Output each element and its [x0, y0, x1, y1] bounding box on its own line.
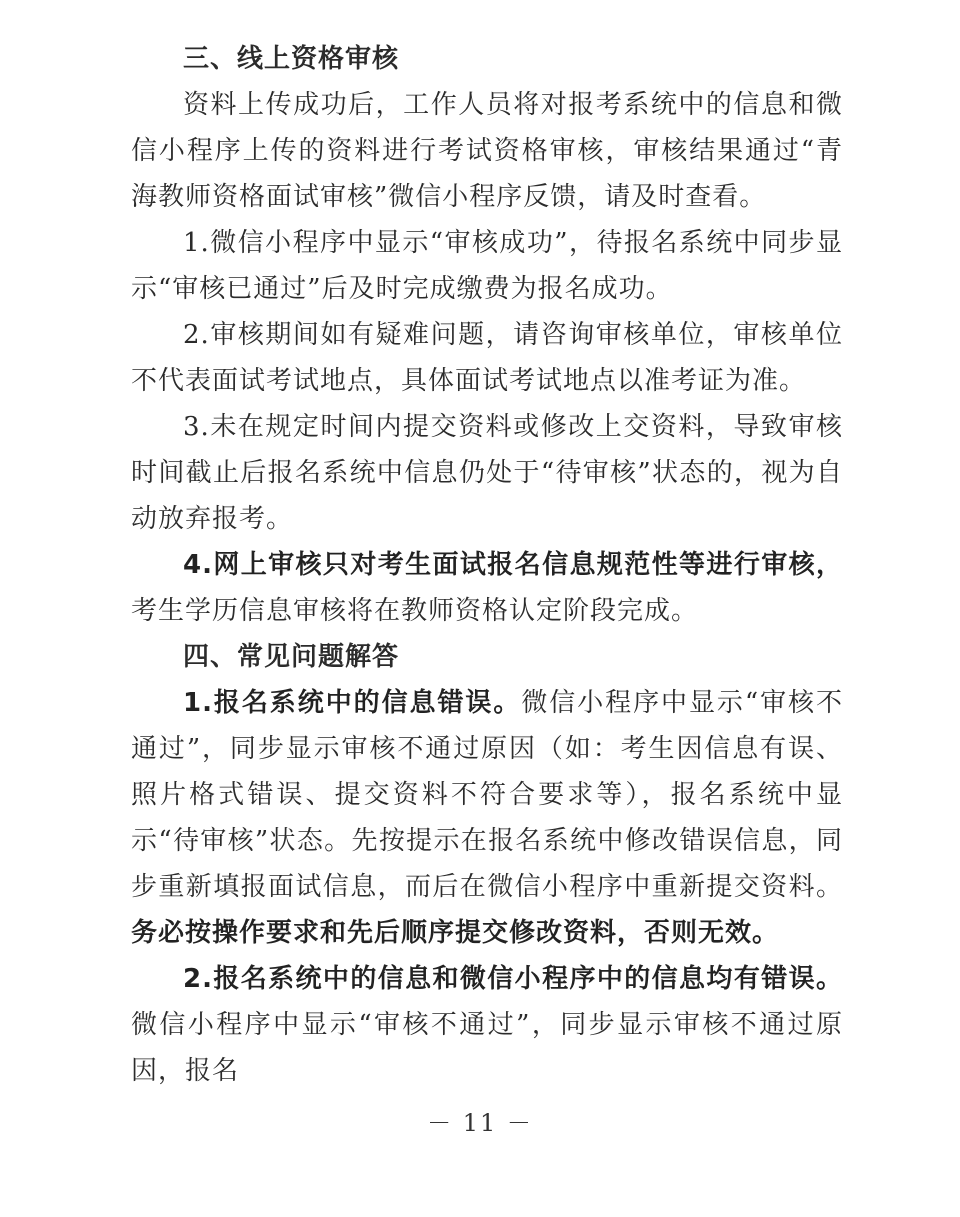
document-body [131, 36, 843, 1094]
paragraph-review-intro: 资料上传成功后，工作人员将对报考系统中的信息和微信小程序上传的资料进行考试资格审核，审核结果通过“青海教师资格面试审核”微信小程序反馈，请及时查看。 [131, 90, 843, 212]
paragraph-review-item-3: 3.未在规定时间内提交资料或修改上交资料，导致审核时间截止后报名系统中信息仍处于“待审核”状态的，视为自动放弃报考。 [131, 412, 843, 534]
faq-1-text: 微信小程序中显示“审核不通过”，同步显示审核不通过原因（如：考生因信息有误、照片格式错误、提交资料不符合要求等），报名系统中显示“待审核”状态。先按提示在报名系统中修改错误信息，同步重新填报面试信息，而后在微信小程序中重新提交资料。 [131, 688, 843, 902]
section-heading-online-review: 三、线上资格审核 [183, 44, 400, 74]
review-item-4-text: 考生学历信息审核将在教师资格认定阶段完成。 [131, 596, 699, 626]
paragraph-faq-2 [131, 956, 843, 1094]
review-item-4-bold-text: 4.网上审核只对考生面试报名信息规范性等进行审核， [183, 550, 843, 580]
paragraph-review-item-4 [131, 542, 843, 634]
paragraph-review-item-1: 1.微信小程序中显示“审核成功”，待报名系统中同步显示“审核已通过”后及时完成缴费为报名成功。 [131, 228, 843, 304]
page-number: － 11 － [427, 1109, 533, 1137]
faq-1-bold-warning: 务必按操作要求和先后顺序提交修改资料，否则无效。 [131, 918, 780, 948]
paragraph-faq-1 [131, 680, 843, 956]
section-heading-faq: 四、常见问题解答 [183, 642, 400, 672]
faq-2-text: 微信小程序中显示“审核不通过”，同步显示审核不通过原因，报名 [131, 1010, 843, 1086]
faq-1-title: 1.报名系统中的信息错误。 [183, 688, 522, 718]
paragraph-review-item-2: 2.审核期间如有疑难问题，请咨询审核单位，审核单位不代表面试考试地点，具体面试考试地点以准考证为准。 [131, 320, 843, 396]
faq-2-title: 2.报名系统中的信息和微信小程序中的信息均有错误。 [183, 964, 843, 994]
